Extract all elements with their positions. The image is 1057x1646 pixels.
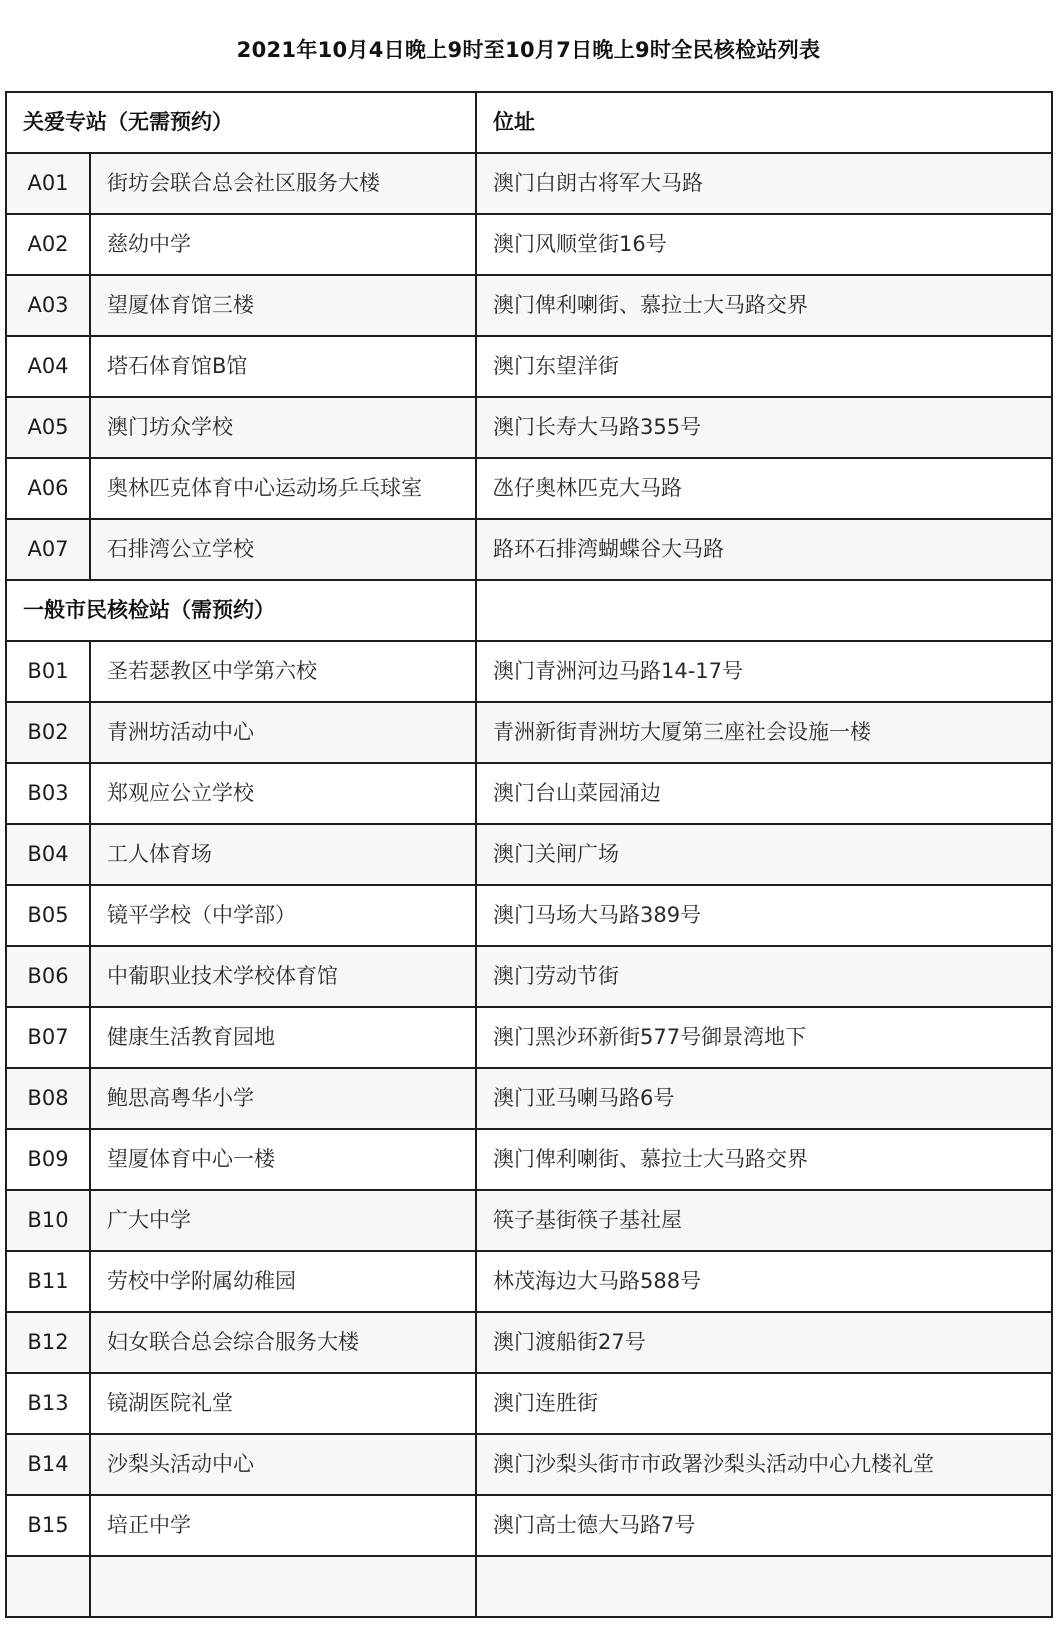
page-title: 2021年10月4日晚上9时至10月7日晚上9时全民核检站列表	[236, 38, 821, 62]
table-row	[6, 1068, 1052, 1129]
table-row	[6, 824, 1052, 885]
station-code: B13	[6, 1373, 90, 1434]
table-row	[6, 1373, 1052, 1434]
station-name: 培正中学	[90, 1495, 476, 1556]
table-row	[6, 153, 1052, 214]
station-name: 劳校中学附属幼稚园	[90, 1251, 476, 1312]
station-code: B08	[6, 1068, 90, 1129]
table-row	[6, 946, 1052, 1007]
station-table-body	[6, 92, 1052, 1617]
table-row	[6, 1556, 1052, 1617]
station-code: A07	[6, 519, 90, 580]
table-row	[6, 1007, 1052, 1068]
station-address: 澳门连胜街	[476, 1373, 1052, 1434]
station-code: B03	[6, 763, 90, 824]
table-row	[6, 641, 1052, 702]
station-address: 澳门亚马喇马路6号	[476, 1068, 1052, 1129]
table-row	[6, 885, 1052, 946]
station-name: 妇女联合总会综合服务大楼	[90, 1312, 476, 1373]
table-row	[6, 702, 1052, 763]
station-code: A01	[6, 153, 90, 214]
table-row	[6, 1312, 1052, 1373]
station-address: 澳门马场大马路389号	[476, 885, 1052, 946]
station-address: 澳门俾利喇街、慕拉士大马路交界	[476, 1129, 1052, 1190]
section-b-header: 一般市民核检站（需预约）	[6, 580, 476, 641]
station-name: 圣若瑟教区中学第六校	[90, 641, 476, 702]
station-name: 中葡职业技术学校体育馆	[90, 946, 476, 1007]
station-name: 健康生活教育园地	[90, 1007, 476, 1068]
station-code: B12	[6, 1312, 90, 1373]
station-name: 慈幼中学	[90, 214, 476, 275]
section-a-header-row	[6, 92, 1052, 153]
station-address: 澳门台山菜园涌边	[476, 763, 1052, 824]
table-row	[6, 519, 1052, 580]
station-address: 澳门沙梨头街市市政署沙梨头活动中心九楼礼堂	[476, 1434, 1052, 1495]
station-name: 郑观应公立学校	[90, 763, 476, 824]
station-code: B07	[6, 1007, 90, 1068]
station-table	[5, 91, 1053, 1618]
station-address: 澳门黑沙环新街577号御景湾地下	[476, 1007, 1052, 1068]
station-address: 澳门关闸广场	[476, 824, 1052, 885]
station-address: 澳门劳动节街	[476, 946, 1052, 1007]
station-address: 澳门俾利喇街、慕拉士大马路交界	[476, 275, 1052, 336]
address-column-header: 位址	[476, 92, 1052, 153]
station-code: B10	[6, 1190, 90, 1251]
station-name: 广大中学	[90, 1190, 476, 1251]
station-code	[6, 1556, 90, 1617]
station-name: 鲍思高粤华小学	[90, 1068, 476, 1129]
station-name: 石排湾公立学校	[90, 519, 476, 580]
station-code: B01	[6, 641, 90, 702]
station-address: 澳门渡船街27号	[476, 1312, 1052, 1373]
station-name: 奥林匹克体育中心运动场乒乓球室	[90, 458, 476, 519]
table-row	[6, 214, 1052, 275]
station-name: 沙梨头活动中心	[90, 1434, 476, 1495]
station-name	[90, 1556, 476, 1617]
station-code: B05	[6, 885, 90, 946]
table-row	[6, 763, 1052, 824]
table-row	[6, 1434, 1052, 1495]
station-code: A04	[6, 336, 90, 397]
table-row	[6, 397, 1052, 458]
station-code: A02	[6, 214, 90, 275]
table-row	[6, 1129, 1052, 1190]
station-code: B11	[6, 1251, 90, 1312]
station-code: B09	[6, 1129, 90, 1190]
table-row	[6, 1495, 1052, 1556]
station-code: B14	[6, 1434, 90, 1495]
section-a-header: 关爱专站（无需预约）	[6, 92, 476, 153]
station-address: 青洲新街青洲坊大厦第三座社会设施一楼	[476, 702, 1052, 763]
station-name: 澳门坊众学校	[90, 397, 476, 458]
table-row	[6, 336, 1052, 397]
station-address: 澳门高士德大马路7号	[476, 1495, 1052, 1556]
station-code: A03	[6, 275, 90, 336]
station-code: B04	[6, 824, 90, 885]
station-code: B06	[6, 946, 90, 1007]
station-code: A06	[6, 458, 90, 519]
table-row	[6, 1251, 1052, 1312]
section-b-header-row	[6, 580, 1052, 641]
table-row	[6, 458, 1052, 519]
table-row	[6, 1190, 1052, 1251]
table-row	[6, 275, 1052, 336]
station-address: 澳门白朗古将军大马路	[476, 153, 1052, 214]
station-address: 筷子基街筷子基社屋	[476, 1190, 1052, 1251]
station-address: 澳门长寿大马路355号	[476, 397, 1052, 458]
station-address: 林茂海边大马路588号	[476, 1251, 1052, 1312]
station-address: 澳门风顺堂街16号	[476, 214, 1052, 275]
station-name: 望厦体育中心一楼	[90, 1129, 476, 1190]
station-code: A05	[6, 397, 90, 458]
section-b-address-cell	[476, 580, 1052, 641]
station-name: 青洲坊活动中心	[90, 702, 476, 763]
station-name: 塔石体育馆B馆	[90, 336, 476, 397]
station-address	[476, 1556, 1052, 1617]
station-name: 望厦体育馆三楼	[90, 275, 476, 336]
station-name: 镜湖医院礼堂	[90, 1373, 476, 1434]
station-address: 路环石排湾蝴蝶谷大马路	[476, 519, 1052, 580]
station-name: 工人体育场	[90, 824, 476, 885]
station-name: 街坊会联合总会社区服务大楼	[90, 153, 476, 214]
station-address: 澳门青洲河边马路14-17号	[476, 641, 1052, 702]
station-code: B15	[6, 1495, 90, 1556]
station-name: 镜平学校（中学部）	[90, 885, 476, 946]
station-address: 氹仔奥林匹克大马路	[476, 458, 1052, 519]
station-address: 澳门东望洋街	[476, 336, 1052, 397]
station-code: B02	[6, 702, 90, 763]
